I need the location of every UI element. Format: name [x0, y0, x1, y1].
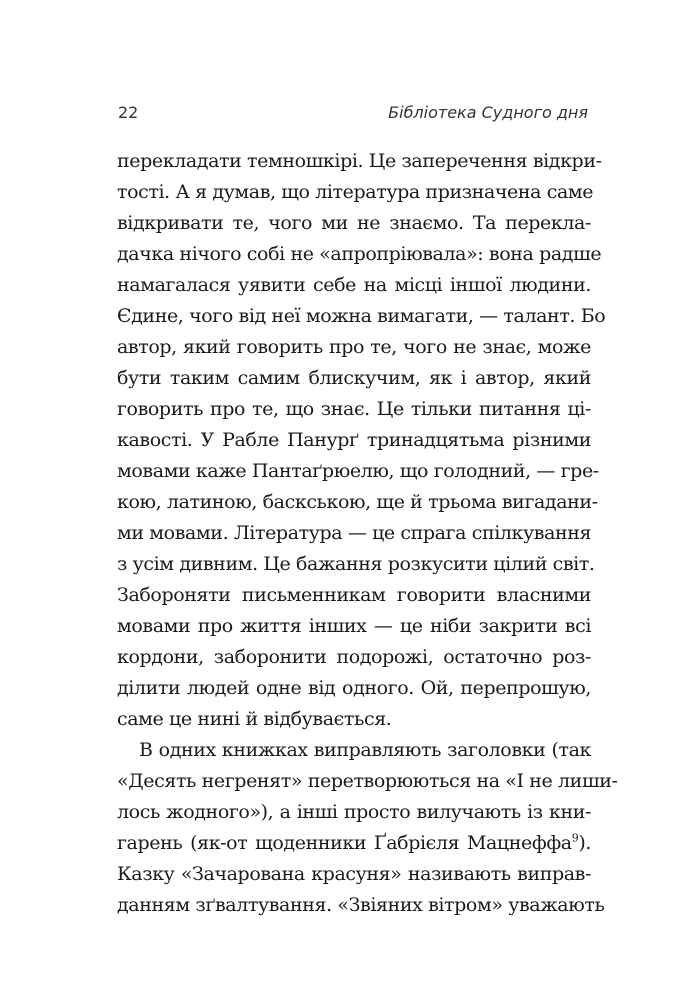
- text-line: кордони, заборонити подорожі, остаточно роз-: [117, 646, 591, 668]
- text-line: Єдине, чого від неї можна вимагати, — талант. Бо: [117, 305, 606, 327]
- text-line: данням зґвалтування. «Звіяних вітром» уважають: [117, 894, 605, 916]
- text-line: дачка нічого собі не «апропріювала»: вона радше: [117, 243, 602, 265]
- text-line: перекладати темношкірі. Це заперечення відкри-: [117, 150, 602, 172]
- body-text: [117, 146, 618, 921]
- paragraph-2: [117, 735, 618, 921]
- text-line: кою, латиною, баскською, ще й трьома вигадани-: [117, 491, 598, 513]
- text-line: автор, який говорить про те, чого не знає, може: [117, 336, 591, 358]
- text-line-first-indented: В одних книжках виправляють заголовки (так: [139, 739, 591, 761]
- page-number: 22: [118, 103, 139, 122]
- text-line: Казку «Зачарована красуня» називають виправ-: [117, 863, 591, 885]
- text-line: говорить про те, що знає. Це тільки питання ці-: [117, 398, 591, 420]
- text-line: бути таким самим блискучим, як і автор, який: [117, 367, 591, 389]
- running-head: [118, 103, 588, 127]
- text-line: лось жодного»), а інші просто вилучають із кни-: [117, 801, 591, 823]
- text-fragment: гарень (як-от щоденники Ґабрієля Мацнеффа: [117, 832, 572, 854]
- text-line: мовами про життя інших — це ніби закрити всі: [117, 615, 591, 637]
- text-line: мовами каже Пантаґрюелю, що голодний, — гре-: [117, 460, 599, 482]
- text-line: ми мовами. Література — це спрага спілкування: [117, 522, 592, 544]
- text-line-last: саме це нині й відбувається.: [117, 708, 392, 730]
- footnote-marker[interactable]: 9: [571, 831, 579, 845]
- book-title: Бібліотека Судного дня: [388, 103, 588, 122]
- paragraph-1: [117, 146, 606, 735]
- text-line: з усім дивним. Це бажання розкусити цілий світ.: [117, 553, 595, 575]
- text-line: «Десять негренят» перетворюються на «І не лиши-: [117, 770, 618, 792]
- text-line: [117, 828, 591, 859]
- text-line: Забороняти письменникам говорити власними: [117, 584, 591, 606]
- text-line: тості. А я думав, що література призначена саме: [117, 181, 594, 203]
- text-fragment: ).: [578, 832, 591, 854]
- text-line: відкривати те, чого ми не знаємо. Та перекла-: [117, 212, 591, 234]
- text-line: ділити людей одне від одного. Ой, перепрошую,: [117, 677, 591, 699]
- text-line: кавості. У Рабле Панурґ тринадцятьма різними: [117, 429, 591, 451]
- text-line: намагалася уявити себе на місці іншої людини.: [117, 274, 591, 296]
